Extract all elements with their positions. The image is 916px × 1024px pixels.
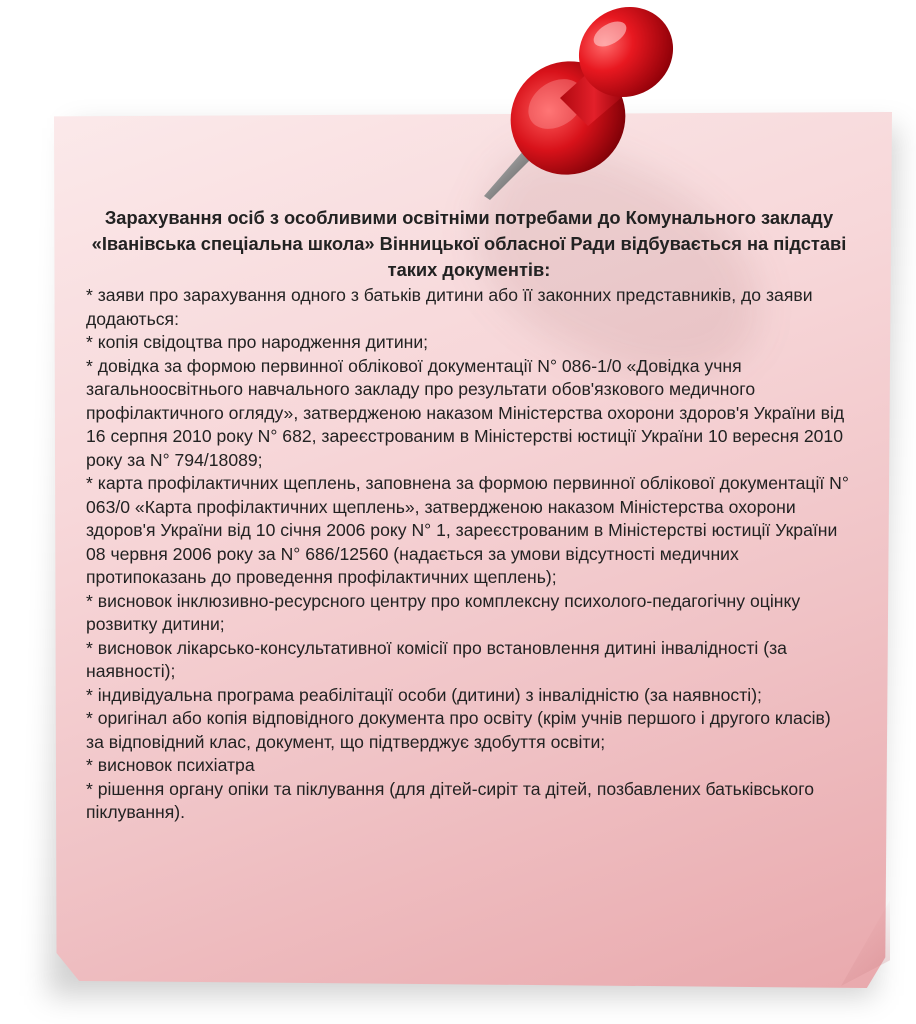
list-item: * заяви про зарахування одного з батьків дитини або її законних представників, до заяви додаються: <box>86 285 813 329</box>
list-item: * рішення органу опіки та піклування (для дітей-сиріт та дітей, позбавлених батьківського піклування). <box>86 778 815 822</box>
list-item: * індивідуальна програма реабілітації особи (дитини) з інвалідністю (за наявності); <box>86 684 762 705</box>
list-item: * висновок інклюзивно-ресурсного центру про комплексну психолого-педагогічну оцінку розвитку дитини; <box>86 590 801 634</box>
document-content <box>86 205 852 825</box>
list-item: * висновок психіатра <box>86 755 255 775</box>
list-item: * копія свідоцтва про народження дитини; <box>86 332 429 352</box>
list-item: * довідка за формою первинної облікової документації N° 086-1/0 «Довідка учня загальноосвітнього навчального закладу про результати обов'язкового медичного профілактичного огляду», затвердженою наказом Міністерства охорони здоров'я України від 16 серпня 2010 року N° 682, зареєстрованим в Міністерстві юстиції України 10 вересня 2010 року за N° 794/18089; <box>86 355 845 470</box>
document-list <box>86 284 852 825</box>
list-item: * оригінал або копія відповідного документа про освіту (крім учнів першого і другого класів) за відповідний клас, документ, що підтверджує здобуття освіти; <box>86 708 831 752</box>
list-item: * карта профілактичних щеплень, заповнена за формою первинної облікової документації N° 063/0 «Карта профілактичних щеплень», затвердженою наказом Міністерства охорони здоров'я України від 10 січня 2006 року N° 1, зареєстрованим в Міністерстві юстиції України 08 червня 2006 року за N° 686/12560 (надається за умови відсутності медичних протипоказань до проведення профілактичних щеплень); <box>86 473 849 587</box>
document-title: Зарахування осіб з особливими освітніми потребами до Комунального закладу «Іванівська спеціальна школа» Вінницької обласної Ради відбувається на підставі таких документів: <box>91 207 847 280</box>
list-item: * висновок лікарсько-консультативної комісії про встановлення дитині інвалідності (за наявності); <box>86 637 787 681</box>
push-pin-icon <box>440 0 720 220</box>
